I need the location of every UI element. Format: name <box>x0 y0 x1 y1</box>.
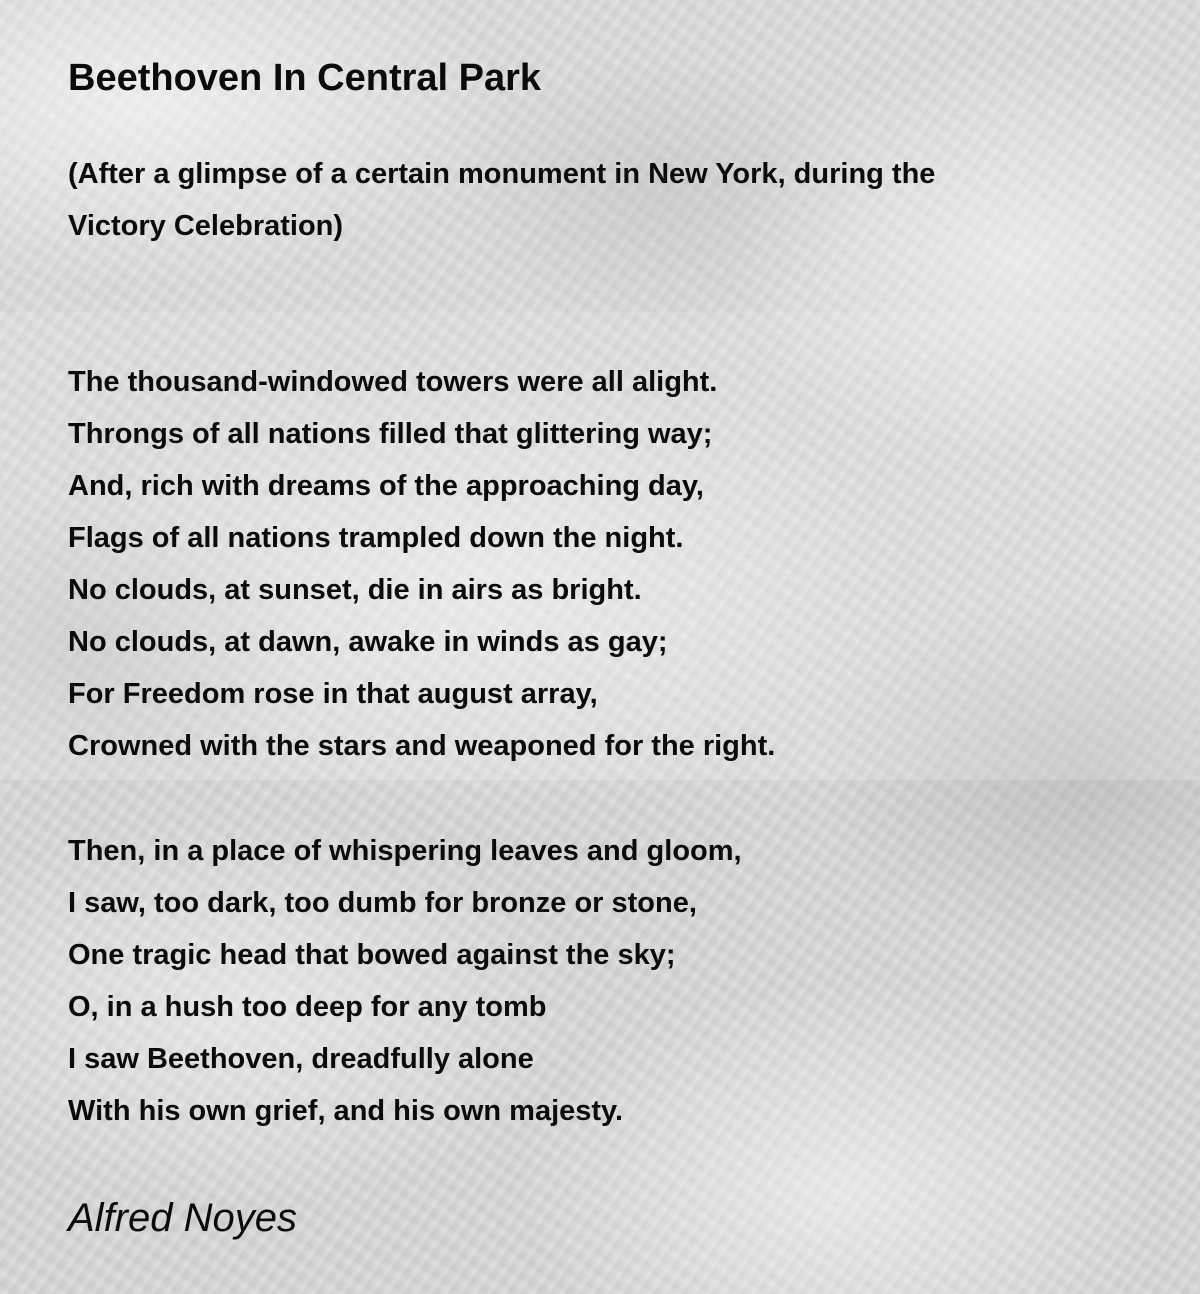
poem-title: Beethoven In Central Park <box>68 57 542 99</box>
poem-line: I saw Beethoven, dreadfully alone <box>68 1043 534 1075</box>
poem-line: Victory Celebration) <box>68 210 344 242</box>
poem-author: Alfred Noyes <box>68 1196 297 1240</box>
poem-stanza-octave <box>68 356 775 772</box>
poem-line: No clouds, at sunset, die in airs as bright. <box>68 574 642 606</box>
poem-line: And, rich with dreams of the approaching day, <box>68 470 704 502</box>
poem-line: With his own grief, and his own majesty. <box>68 1095 624 1127</box>
poem-line: I saw, too dark, too dumb for bronze or stone, <box>68 887 697 919</box>
poem-line: Flags of all nations trampled down the night. <box>68 522 684 554</box>
poem-line: One tragic head that bowed against the sky; <box>68 939 676 971</box>
poem-line: No clouds, at dawn, awake in winds as gay; <box>68 626 668 658</box>
poem-line: (After a glimpse of a certain monument in New York, during the <box>68 158 936 190</box>
poem-line: O, in a hush too deep for any tomb <box>68 991 547 1023</box>
poem-line: Crowned with the stars and weaponed for the right. <box>68 730 776 762</box>
poem-line: For Freedom rose in that august array, <box>68 678 598 710</box>
poem-subtitle <box>68 148 935 252</box>
poem-line: Then, in a place of whispering leaves and gloom, <box>68 835 742 867</box>
poem-stanza-sestet <box>68 825 742 1137</box>
poem-line: The thousand-windowed towers were all alight. <box>68 366 718 398</box>
poem-line: Throngs of all nations filled that glittering way; <box>68 418 713 450</box>
